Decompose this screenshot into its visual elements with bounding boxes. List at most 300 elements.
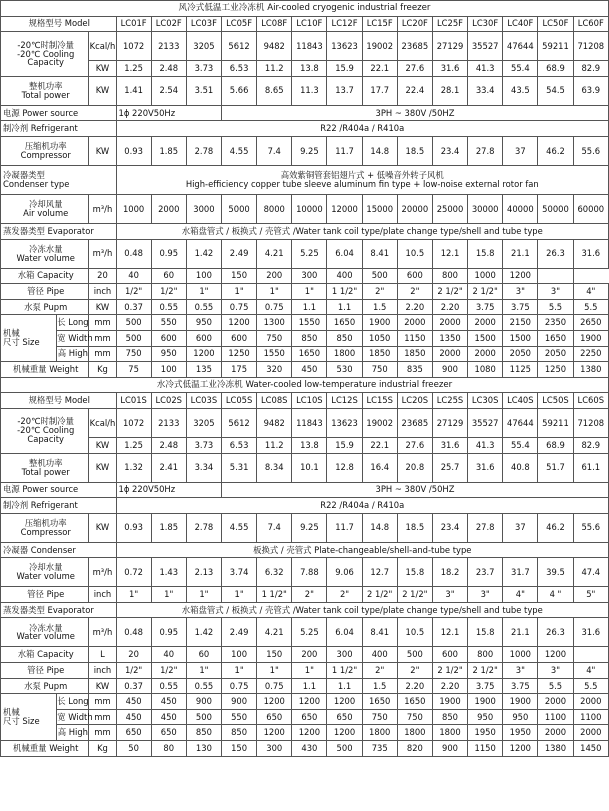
table-row	[1, 408, 609, 437]
value-cell	[573, 647, 608, 663]
value-cell: 20000	[397, 194, 432, 223]
value-cell: 71208	[573, 32, 608, 61]
unit-cell: m³/h	[89, 239, 116, 268]
value-cell: 1200	[503, 268, 538, 284]
value-cell: 2"	[397, 284, 432, 300]
value-cell: 1380	[573, 362, 608, 378]
value-cell: 1150	[468, 741, 503, 757]
value-cell: 3.73	[186, 61, 221, 77]
value-cell: 2.48	[151, 61, 186, 77]
value-cell: 2000	[538, 694, 573, 710]
value-cell: 2650	[573, 315, 608, 331]
value-cell: 1 1/2"	[327, 284, 362, 300]
value-cell: 5"	[573, 587, 608, 603]
value-cell: 16.4	[362, 453, 397, 482]
value-cell: 7.88	[292, 558, 327, 587]
value-cell: 1.5	[362, 678, 397, 694]
value-cell: 10.5	[397, 618, 432, 647]
value-cell: 1 1/2"	[327, 663, 362, 679]
value-cell: 500	[327, 741, 362, 757]
value-cell: 600	[186, 330, 221, 346]
value-cell: 1900	[503, 694, 538, 710]
value-cell: 31.6	[468, 453, 503, 482]
value-cell: 1"	[257, 663, 292, 679]
value-cell: 35527	[468, 32, 503, 61]
value-cell: 20.8	[397, 453, 432, 482]
value-cell: 25.7	[432, 453, 467, 482]
table-row	[1, 678, 609, 694]
value-cell: 950	[468, 709, 503, 725]
value-cell: 1"	[186, 663, 221, 679]
value-cell: 1850	[397, 346, 432, 362]
value-cell: 3205	[186, 408, 221, 437]
value-cell: 1650	[397, 694, 432, 710]
model-cell: LC25S	[432, 393, 467, 409]
value-cell: 1"	[292, 663, 327, 679]
value-cell: 0.37	[116, 299, 151, 315]
value-cell: 23.4	[432, 513, 467, 542]
value-cell: 3.75	[503, 299, 538, 315]
value-cell: 800	[432, 268, 467, 284]
value-cell: 9482	[257, 408, 292, 437]
unit-cell: Kcal/h	[89, 32, 116, 61]
value-cell: 3"	[503, 663, 538, 679]
value-cell: 1.85	[151, 513, 186, 542]
value-cell: 31.7	[503, 558, 538, 587]
value-cell: 50	[116, 741, 151, 757]
value-cell: 19002	[362, 408, 397, 437]
value-cell: 82.9	[573, 61, 608, 77]
model-cell: LC15S	[362, 393, 397, 409]
value-cell: 1000	[116, 194, 151, 223]
value-cell: 150	[222, 268, 257, 284]
unit-cell: KW	[89, 299, 116, 315]
table-row	[1, 393, 609, 409]
unit-cell: Kg	[89, 741, 116, 757]
value-cell: 82.9	[573, 437, 608, 453]
value-cell: 2000	[432, 315, 467, 331]
value-cell: 6.04	[327, 618, 362, 647]
value-cell: 8.41	[362, 618, 397, 647]
size-dim-label: 长 Long	[57, 315, 89, 331]
value-cell: 1"	[222, 284, 257, 300]
value-cell: 1900	[468, 694, 503, 710]
model-cell: LC50F	[538, 16, 573, 32]
evaporator-label: 蒸发器类型 Evaporator	[1, 602, 117, 618]
model-cell: LC05F	[222, 16, 257, 32]
value-cell: 0.48	[116, 618, 151, 647]
value-cell: 5000	[222, 194, 257, 223]
value-cell: 27.8	[468, 513, 503, 542]
value-cell: 0.48	[116, 239, 151, 268]
value-cell: 1.32	[116, 453, 151, 482]
value-cell: 2000	[468, 346, 503, 362]
value-cell: 2150	[503, 315, 538, 331]
value-cell: 21.1	[503, 239, 538, 268]
value-cell: 2000	[468, 315, 503, 331]
value-cell: 10.1	[292, 453, 327, 482]
unit-cell: mm	[89, 709, 116, 725]
evaporator-value: 水箱盘管式 / 板换式 / 壳管式 /Water tank coil type/plate change type/shell and tube type	[116, 223, 608, 239]
value-cell: 850	[292, 330, 327, 346]
value-cell: 46.2	[538, 136, 573, 165]
value-cell: 3.75	[468, 299, 503, 315]
value-cell: 15000	[362, 194, 397, 223]
value-cell: 0.72	[116, 558, 151, 587]
value-cell: 1950	[468, 725, 503, 741]
pipe-label: 管径 Pipe	[1, 587, 89, 603]
value-cell: 450	[151, 709, 186, 725]
value-cell: 2 1/2"	[468, 284, 503, 300]
value-cell: 55.4	[503, 437, 538, 453]
value-cell: 54.5	[538, 76, 573, 105]
power-source-single: 1ϕ 220V50Hz	[116, 105, 221, 121]
value-cell: 1450	[573, 741, 608, 757]
value-cell: 2"	[292, 587, 327, 603]
unit-cell: inch	[89, 284, 116, 300]
value-cell: 4.21	[257, 618, 292, 647]
total-power-label: 整机功率 Total power	[1, 76, 89, 105]
value-cell: 2.20	[432, 678, 467, 694]
value-cell: 0.37	[116, 678, 151, 694]
value-cell: 1950	[503, 725, 538, 741]
compressor-label: 压缩机功率 Compressor	[1, 513, 89, 542]
value-cell: 5.5	[573, 299, 608, 315]
value-cell: 2133	[151, 408, 186, 437]
value-cell: 200	[292, 647, 327, 663]
value-cell: 1200	[538, 647, 573, 663]
value-cell: 60000	[573, 194, 608, 223]
value-cell: 1/2"	[116, 284, 151, 300]
size-dim-label: 高 High	[57, 346, 89, 362]
table-row	[1, 299, 609, 315]
value-cell: 2000	[573, 725, 608, 741]
value-cell: 4 "	[538, 587, 573, 603]
model-cell: LC60F	[573, 16, 608, 32]
value-cell: 12.8	[327, 453, 362, 482]
value-cell: 1100	[573, 709, 608, 725]
value-cell: 50000	[538, 194, 573, 223]
value-cell: 60	[151, 268, 186, 284]
table-row	[1, 268, 609, 284]
table-row	[1, 647, 609, 663]
value-cell: 5.5	[538, 678, 573, 694]
value-cell: 900	[186, 694, 221, 710]
value-cell: 37	[503, 513, 538, 542]
unit-cell: 20	[89, 268, 116, 284]
unit-cell: Kg	[89, 362, 116, 378]
value-cell: 37	[503, 136, 538, 165]
value-cell: 1125	[503, 362, 538, 378]
value-cell: 26.3	[538, 239, 573, 268]
value-cell: 2.49	[222, 618, 257, 647]
value-cell: 1"	[186, 284, 221, 300]
value-cell: 450	[292, 362, 327, 378]
value-cell: 14.8	[362, 136, 397, 165]
value-cell: 300	[327, 647, 362, 663]
value-cell: 35527	[468, 408, 503, 437]
value-cell: 1"	[151, 587, 186, 603]
value-cell: 3.75	[468, 678, 503, 694]
table-row	[1, 618, 609, 647]
air-volume-label: 冷却风量 Air volume	[1, 194, 89, 223]
value-cell: 2.13	[186, 558, 221, 587]
value-cell: 20	[116, 647, 151, 663]
value-cell: 0.55	[151, 678, 186, 694]
value-cell: 47644	[503, 32, 538, 61]
value-cell: 1.1	[292, 299, 327, 315]
value-cell: 3.51	[186, 76, 221, 105]
value-cell: 300	[257, 741, 292, 757]
refrigerant-label: 制冷剂 Refrigerant	[1, 121, 117, 137]
value-cell: 27.6	[397, 61, 432, 77]
value-cell: 1350	[432, 330, 467, 346]
value-cell: 8.34	[257, 453, 292, 482]
value-cell: 2"	[362, 663, 397, 679]
value-cell: 1"	[186, 587, 221, 603]
value-cell: 8.65	[257, 76, 292, 105]
value-cell: 15.9	[327, 61, 362, 77]
value-cell: 1100	[538, 709, 573, 725]
water-volume-label: 冷冻水量 Water volume	[1, 239, 89, 268]
value-cell: 850	[432, 709, 467, 725]
value-cell: 400	[362, 647, 397, 663]
value-cell: 1200	[257, 694, 292, 710]
value-cell: 1250	[222, 346, 257, 362]
value-cell: 61.1	[573, 453, 608, 482]
value-cell: 3205	[186, 32, 221, 61]
table-row	[1, 709, 609, 725]
value-cell: 1200	[327, 694, 362, 710]
value-cell: 2050	[538, 346, 573, 362]
value-cell: 13.8	[292, 61, 327, 77]
value-cell: 600	[397, 268, 432, 284]
value-cell: 0.55	[151, 299, 186, 315]
value-cell: 5612	[222, 32, 257, 61]
value-cell: 2250	[573, 346, 608, 362]
value-cell: 8000	[257, 194, 292, 223]
evaporator-value: 水箱盘管式 / 板换式 / 壳管式 /Water tank coil type/plate change type/shell and tube type	[116, 602, 608, 618]
value-cell: 150	[257, 647, 292, 663]
power-source-label: 电源 Power source	[1, 482, 117, 498]
value-cell: 0.55	[186, 678, 221, 694]
table-row	[1, 694, 609, 710]
value-cell: 27.6	[397, 437, 432, 453]
value-cell: 1650	[538, 330, 573, 346]
value-cell: 75	[116, 362, 151, 378]
table-row	[1, 284, 609, 300]
value-cell: 6.32	[257, 558, 292, 587]
value-cell: 19002	[362, 32, 397, 61]
value-cell: 1"	[292, 284, 327, 300]
pump-label: 水泵 Pupm	[1, 678, 89, 694]
unit-cell: mm	[89, 330, 116, 346]
value-cell: 31.6	[432, 437, 467, 453]
value-cell: 100	[222, 647, 257, 663]
value-cell: 530	[327, 362, 362, 378]
value-cell: 31.6	[573, 239, 608, 268]
table-row	[1, 330, 609, 346]
value-cell: 1800	[327, 346, 362, 362]
value-cell: 100	[186, 268, 221, 284]
value-cell: 9.25	[292, 136, 327, 165]
condenser-value: 板换式 / 壳管式 Plate-changeable/shell-and-tube type	[116, 542, 608, 558]
value-cell: 1/2"	[151, 663, 186, 679]
value-cell: 5.66	[222, 76, 257, 105]
table-row	[1, 362, 609, 378]
table-row	[1, 223, 609, 239]
value-cell: 1550	[257, 346, 292, 362]
value-cell: 1080	[468, 362, 503, 378]
value-cell: 47644	[503, 408, 538, 437]
value-cell: 5.25	[292, 239, 327, 268]
table-row	[1, 136, 609, 165]
value-cell: 1200	[292, 694, 327, 710]
value-cell: 2"	[397, 663, 432, 679]
value-cell: 850	[186, 725, 221, 741]
value-cell: 2"	[327, 587, 362, 603]
value-cell: 18.2	[432, 558, 467, 587]
value-cell: 68.9	[538, 437, 573, 453]
value-cell: 1800	[362, 725, 397, 741]
value-cell: 55.6	[573, 136, 608, 165]
table-row	[1, 602, 609, 618]
model-cell: LC30F	[468, 16, 503, 32]
value-cell: 21.1	[503, 618, 538, 647]
value-cell: 40	[151, 647, 186, 663]
model-cell: LC03F	[186, 16, 221, 32]
value-cell: 43.5	[503, 76, 538, 105]
table-row	[1, 513, 609, 542]
value-cell: 850	[327, 330, 362, 346]
value-cell: 23685	[397, 32, 432, 61]
value-cell: 450	[116, 694, 151, 710]
value-cell: 1650	[362, 694, 397, 710]
table-row	[1, 741, 609, 757]
value-cell: 11.2	[257, 437, 292, 453]
value-cell: 59211	[538, 408, 573, 437]
value-cell: 1.1	[292, 678, 327, 694]
value-cell: 500	[186, 709, 221, 725]
value-cell: 41.3	[468, 437, 503, 453]
size-dim-label: 长 Long	[57, 694, 89, 710]
value-cell: 550	[151, 315, 186, 331]
value-cell: 68.9	[538, 61, 573, 77]
value-cell: 2.49	[222, 239, 257, 268]
value-cell: 28.1	[432, 76, 467, 105]
value-cell: 1.1	[327, 299, 362, 315]
table-row	[1, 663, 609, 679]
unit-cell: mm	[89, 725, 116, 741]
value-cell: 820	[397, 741, 432, 757]
value-cell: 2.48	[151, 437, 186, 453]
value-cell: 3"	[432, 587, 467, 603]
value-cell: 15.8	[397, 558, 432, 587]
value-cell: 2.54	[151, 76, 186, 105]
model-cell: LC01S	[116, 393, 151, 409]
value-cell: 1200	[257, 725, 292, 741]
section-title: 风冷式低温工业冷冻机 Air-cooled cryogenic industrial freezer	[1, 1, 609, 17]
value-cell: 12.1	[432, 618, 467, 647]
value-cell: 100	[151, 362, 186, 378]
model-cell: LC12F	[327, 16, 362, 32]
value-cell: 1550	[292, 315, 327, 331]
unit-cell: KW	[89, 437, 116, 453]
table-row	[1, 558, 609, 587]
table-row	[1, 121, 609, 137]
value-cell: 13.8	[292, 437, 327, 453]
value-cell: 0.95	[151, 239, 186, 268]
unit-cell: mm	[89, 694, 116, 710]
value-cell: 3.74	[222, 558, 257, 587]
value-cell: 950	[503, 709, 538, 725]
value-cell: 1.25	[116, 61, 151, 77]
value-cell: 18.5	[397, 136, 432, 165]
value-cell: 15.9	[327, 437, 362, 453]
unit-cell: KW	[89, 513, 116, 542]
value-cell: 80	[151, 741, 186, 757]
size-dim-label: 高 High	[57, 725, 89, 741]
tank-label: 水箱 Capacity	[1, 647, 89, 663]
value-cell: 27129	[432, 408, 467, 437]
value-cell: 600	[222, 330, 257, 346]
unit-cell: m³/h	[89, 558, 116, 587]
value-cell: 1200	[222, 315, 257, 331]
value-cell: 2 1/2"	[432, 663, 467, 679]
value-cell: 430	[292, 741, 327, 757]
value-cell: 1.43	[151, 558, 186, 587]
value-cell: 7.4	[257, 513, 292, 542]
value-cell: 650	[292, 709, 327, 725]
value-cell: 26.3	[538, 618, 573, 647]
value-cell: 11.7	[327, 136, 362, 165]
table-row	[1, 194, 609, 223]
value-cell: 175	[222, 362, 257, 378]
value-cell: 9.06	[327, 558, 362, 587]
capacity-label: -20℃时制冷量 -20℃ Cooling Capacity	[1, 32, 89, 77]
model-cell: LC12S	[327, 393, 362, 409]
value-cell: 3"	[538, 663, 573, 679]
value-cell: 7.4	[257, 136, 292, 165]
model-cell: LC01F	[116, 16, 151, 32]
value-cell: 0.75	[257, 678, 292, 694]
evaporator-label: 蒸发器类型 Evaporator	[1, 223, 117, 239]
table-row	[1, 725, 609, 741]
model-cell: LC10S	[292, 393, 327, 409]
value-cell: 1800	[432, 725, 467, 741]
value-cell: 13623	[327, 408, 362, 437]
value-cell: 40.8	[503, 453, 538, 482]
table-row	[1, 587, 609, 603]
model-cell: LC02F	[151, 16, 186, 32]
value-cell: 1.85	[151, 136, 186, 165]
value-cell: 2.20	[397, 299, 432, 315]
value-cell: 500	[116, 330, 151, 346]
value-cell: 2.78	[186, 136, 221, 165]
value-cell: 39.5	[538, 558, 573, 587]
cooling-water-label: 冷却水量 Water volume	[1, 558, 89, 587]
refrigerant-label: 制冷剂 Refrigerant	[1, 498, 117, 514]
value-cell: 1 1/2"	[257, 587, 292, 603]
value-cell: 13623	[327, 32, 362, 61]
value-cell: 950	[186, 315, 221, 331]
value-cell: 11.7	[327, 513, 362, 542]
model-cell: LC08F	[257, 16, 292, 32]
value-cell: 18.5	[397, 513, 432, 542]
value-cell: 750	[362, 362, 397, 378]
value-cell: 23.7	[468, 558, 503, 587]
value-cell: 1200	[503, 741, 538, 757]
